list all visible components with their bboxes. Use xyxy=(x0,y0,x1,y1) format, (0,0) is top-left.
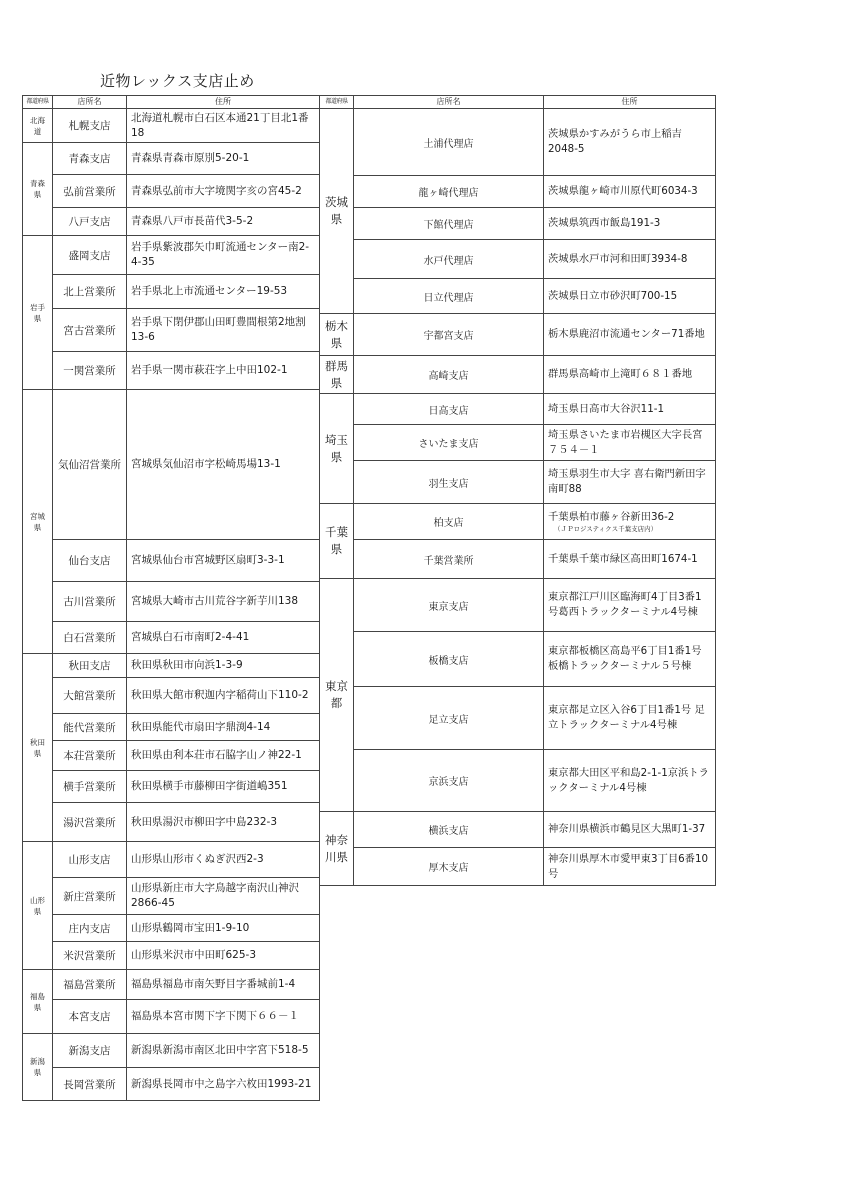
branch-name: 厚木支店 xyxy=(354,848,544,886)
table-row xyxy=(23,175,320,208)
branch-address: 秋田県秋田市向浜1-3-9 xyxy=(127,654,320,678)
table-row xyxy=(23,143,320,175)
branch-name: 気仙沼営業所 xyxy=(53,390,127,540)
branch-name: 山形支店 xyxy=(53,842,127,878)
branch-name: 新潟支店 xyxy=(53,1034,127,1068)
branch-address: 東京都江戸川区臨海町4丁目3番1号葛西トラックターミナル4号棟 xyxy=(544,579,716,632)
table-row xyxy=(23,540,320,582)
branch-name: 横浜支店 xyxy=(354,812,544,848)
branch-address: 山形県米沢市中田町625-3 xyxy=(127,942,320,970)
branch-address: 茨城県龍ヶ崎市川原代町6034-3 xyxy=(544,176,716,208)
branch-name: 庄内支店 xyxy=(53,915,127,942)
branch-address: 東京都板橋区高島平6丁目1番1号板橋トラックターミナル５号棟 xyxy=(544,632,716,687)
table-row xyxy=(320,848,716,886)
branch-name: 宇都宮支店 xyxy=(354,314,544,356)
branch-address: 宮城県白石市南町2-4-41 xyxy=(127,622,320,654)
branch-name: 日立代理店 xyxy=(354,279,544,314)
prefecture-cell: 北海道 xyxy=(23,109,53,143)
branch-address: 埼玉県さいたま市岩槻区大字長宮７５４－１ xyxy=(544,425,716,461)
branch-name: 宮古営業所 xyxy=(53,309,127,352)
branch-name: 仙台支店 xyxy=(53,540,127,582)
prefecture-cell: 埼玉県 xyxy=(320,394,354,504)
header-prefecture: 都道府県 xyxy=(320,96,354,109)
table-row xyxy=(23,714,320,741)
table-row xyxy=(320,109,716,176)
table-row xyxy=(23,309,320,352)
left-branch-table xyxy=(22,95,320,1101)
table-row xyxy=(23,109,320,143)
branch-address: 新潟県長岡市中之島字六枚田1993-21 xyxy=(127,1068,320,1101)
branch-address: 東京都大田区平和島2-1-1京浜トラックターミナル4号棟 xyxy=(544,750,716,812)
branch-address: 秋田県大館市釈迦内字稲荷山下110-2 xyxy=(127,678,320,714)
branch-name: 秋田支店 xyxy=(53,654,127,678)
table-row xyxy=(320,279,716,314)
table-row xyxy=(23,1000,320,1034)
branch-name: 大館営業所 xyxy=(53,678,127,714)
table-row xyxy=(320,394,716,425)
branch-address: 岩手県紫波郡矢巾町流通センター南2-4-35 xyxy=(127,236,320,275)
branch-address: 栃木県鹿沼市流通センター71番地 xyxy=(544,314,716,356)
table-row xyxy=(23,352,320,390)
branch-name: 高崎支店 xyxy=(354,356,544,394)
branch-name: 湯沢営業所 xyxy=(53,803,127,842)
branch-address: 宮城県仙台市宮城野区扇町3-3-1 xyxy=(127,540,320,582)
branch-name: 下館代理店 xyxy=(354,208,544,240)
table-row xyxy=(320,750,716,812)
branch-address: 神奈川県厚木市愛甲東3丁目6番10号 xyxy=(544,848,716,886)
branch-name: 能代営業所 xyxy=(53,714,127,741)
table-row xyxy=(23,915,320,942)
branch-name: 北上営業所 xyxy=(53,275,127,309)
branch-address: 岩手県下閉伊郡山田町豊間根第2地割13-6 xyxy=(127,309,320,352)
branch-address: 宮城県気仙沼市字松崎馬場13-1 xyxy=(127,390,320,540)
branch-name: 八戸支店 xyxy=(53,208,127,236)
header-branch-name: 店所名 xyxy=(53,96,127,109)
table-row xyxy=(23,878,320,915)
branch-name: 水戸代理店 xyxy=(354,240,544,279)
table-row xyxy=(23,654,320,678)
branch-address: 青森県青森市原別5-20-1 xyxy=(127,143,320,175)
prefecture-cell: 群馬県 xyxy=(320,356,354,394)
prefecture-cell: 秋田県 xyxy=(23,654,53,842)
table-header-row xyxy=(320,96,716,109)
table-row xyxy=(23,970,320,1000)
page-title: 近物レックス支店止め xyxy=(100,72,255,90)
branch-address: 岩手県一関市萩荘字上中田102-1 xyxy=(127,352,320,390)
branch-address: 福島県本宮市関下字下関下６６－１ xyxy=(127,1000,320,1034)
table-row xyxy=(320,632,716,687)
branch-name: 青森支店 xyxy=(53,143,127,175)
branch-address: 宮城県大崎市古川荒谷字新芋川138 xyxy=(127,582,320,622)
branch-address: 山形県新庄市大字鳥越字南沢山神沢2866-45 xyxy=(127,878,320,915)
prefecture-cell: 茨城県 xyxy=(320,109,354,314)
prefecture-cell: 宮城県 xyxy=(23,390,53,654)
branch-address: 埼玉県羽生市大字 喜右衛門新田字南町88 xyxy=(544,461,716,504)
branch-address: 茨城県かすみがうら市上稲吉2048-5 xyxy=(544,109,716,176)
branch-address: 東京都足立区入谷6丁目1番1号 足立トラックターミナル4号棟 xyxy=(544,687,716,750)
table-row xyxy=(23,771,320,803)
header-address: 住所 xyxy=(544,96,716,109)
prefecture-cell: 神奈川県 xyxy=(320,812,354,886)
branch-address: 山形県山形市くぬぎ沢西2-3 xyxy=(127,842,320,878)
table-row xyxy=(23,208,320,236)
branch-name: 白石営業所 xyxy=(53,622,127,654)
branch-name: 土浦代理店 xyxy=(354,109,544,176)
prefecture-cell: 千葉県 xyxy=(320,504,354,579)
branch-address: 秋田県能代市扇田字鼎渕4-14 xyxy=(127,714,320,741)
branch-name: 本荘営業所 xyxy=(53,741,127,771)
branch-name: 新庄営業所 xyxy=(53,878,127,915)
table-row xyxy=(320,176,716,208)
branch-address: 茨城県水戸市河和田町3934-8 xyxy=(544,240,716,279)
branch-name: 一関営業所 xyxy=(53,352,127,390)
branch-address xyxy=(544,504,716,540)
branch-address: 秋田県湯沢市柳田字中島232-3 xyxy=(127,803,320,842)
table-row xyxy=(320,504,716,540)
branch-address: 北海道札幌市白石区本通21丁目北1番18 xyxy=(127,109,320,143)
table-row xyxy=(23,842,320,878)
branch-name: 京浜支店 xyxy=(354,750,544,812)
table-row xyxy=(23,1068,320,1101)
branch-address: 群馬県高崎市上滝町６８１番地 xyxy=(544,356,716,394)
table-row xyxy=(320,240,716,279)
branch-name: 長岡営業所 xyxy=(53,1068,127,1101)
prefecture-cell: 岩手県 xyxy=(23,236,53,390)
branch-address: 茨城県筑西市飯島191-3 xyxy=(544,208,716,240)
table-row xyxy=(320,687,716,750)
prefecture-cell: 福島県 xyxy=(23,970,53,1034)
right-branch-table xyxy=(319,95,716,886)
table-row xyxy=(23,236,320,275)
table-row xyxy=(23,1034,320,1068)
header-address: 住所 xyxy=(127,96,320,109)
branch-address: 秋田県由利本荘市石脇字山ノ神22-1 xyxy=(127,741,320,771)
branch-name: 横手営業所 xyxy=(53,771,127,803)
table-header-row xyxy=(23,96,320,109)
table-row xyxy=(320,540,716,579)
branch-address: 青森県八戸市長苗代3-5-2 xyxy=(127,208,320,236)
branch-address: 神奈川県横浜市鶴見区大黒町1-37 xyxy=(544,812,716,848)
branch-name: 古川営業所 xyxy=(53,582,127,622)
branch-name: 足立支店 xyxy=(354,687,544,750)
branch-name: 弘前営業所 xyxy=(53,175,127,208)
branch-address: 青森県弘前市大字境関字亥の宮45-2 xyxy=(127,175,320,208)
table-row xyxy=(320,425,716,461)
table-row xyxy=(23,275,320,309)
table-row xyxy=(320,812,716,848)
branch-name: さいたま支店 xyxy=(354,425,544,461)
branch-address: 埼玉県日高市大谷沢11-1 xyxy=(544,394,716,425)
prefecture-cell: 東京都 xyxy=(320,579,354,812)
table-row xyxy=(320,461,716,504)
address-note: （ＪＰロジスティクス千葉支店内） xyxy=(554,524,658,533)
branch-name: 羽生支店 xyxy=(354,461,544,504)
prefecture-cell: 栃木県 xyxy=(320,314,354,356)
branch-address: 千葉県千葉市緑区高田町1674-1 xyxy=(544,540,716,579)
table-row xyxy=(23,390,320,540)
branch-address: 福島県福島市南矢野目字番城前1-4 xyxy=(127,970,320,1000)
table-row xyxy=(23,622,320,654)
table-row xyxy=(23,803,320,842)
branch-name: 東京支店 xyxy=(354,579,544,632)
branch-address: 茨城県日立市砂沢町700-15 xyxy=(544,279,716,314)
branch-name: 板橋支店 xyxy=(354,632,544,687)
branch-name: 柏支店 xyxy=(354,504,544,540)
branch-name: 日高支店 xyxy=(354,394,544,425)
table-row xyxy=(320,356,716,394)
branch-name: 札幌支店 xyxy=(53,109,127,143)
branch-address: 秋田県横手市藤柳田字街道嶋351 xyxy=(127,771,320,803)
table-row xyxy=(320,208,716,240)
table-row xyxy=(23,741,320,771)
branch-name: 千葉営業所 xyxy=(354,540,544,579)
branch-address: 新潟県新潟市南区北田中字宮下518-5 xyxy=(127,1034,320,1068)
branch-address: 岩手県北上市流通センター19-53 xyxy=(127,275,320,309)
table-row xyxy=(23,678,320,714)
header-branch-name: 店所名 xyxy=(354,96,544,109)
header-prefecture: 都道府県 xyxy=(23,96,53,109)
prefecture-cell: 新潟県 xyxy=(23,1034,53,1101)
branch-name: 盛岡支店 xyxy=(53,236,127,275)
table-row xyxy=(23,582,320,622)
table-row xyxy=(320,579,716,632)
prefecture-cell: 青森県 xyxy=(23,143,53,236)
prefecture-cell: 山形県 xyxy=(23,842,53,970)
branch-address: 山形県鶴岡市宝田1-9-10 xyxy=(127,915,320,942)
table-row xyxy=(23,942,320,970)
branch-name: 福島営業所 xyxy=(53,970,127,1000)
branch-name: 龍ヶ崎代理店 xyxy=(354,176,544,208)
address-text: 千葉県柏市藤ヶ谷新田36-2 xyxy=(548,510,675,523)
branch-name: 本宮支店 xyxy=(53,1000,127,1034)
branch-name: 米沢営業所 xyxy=(53,942,127,970)
table-row xyxy=(320,314,716,356)
